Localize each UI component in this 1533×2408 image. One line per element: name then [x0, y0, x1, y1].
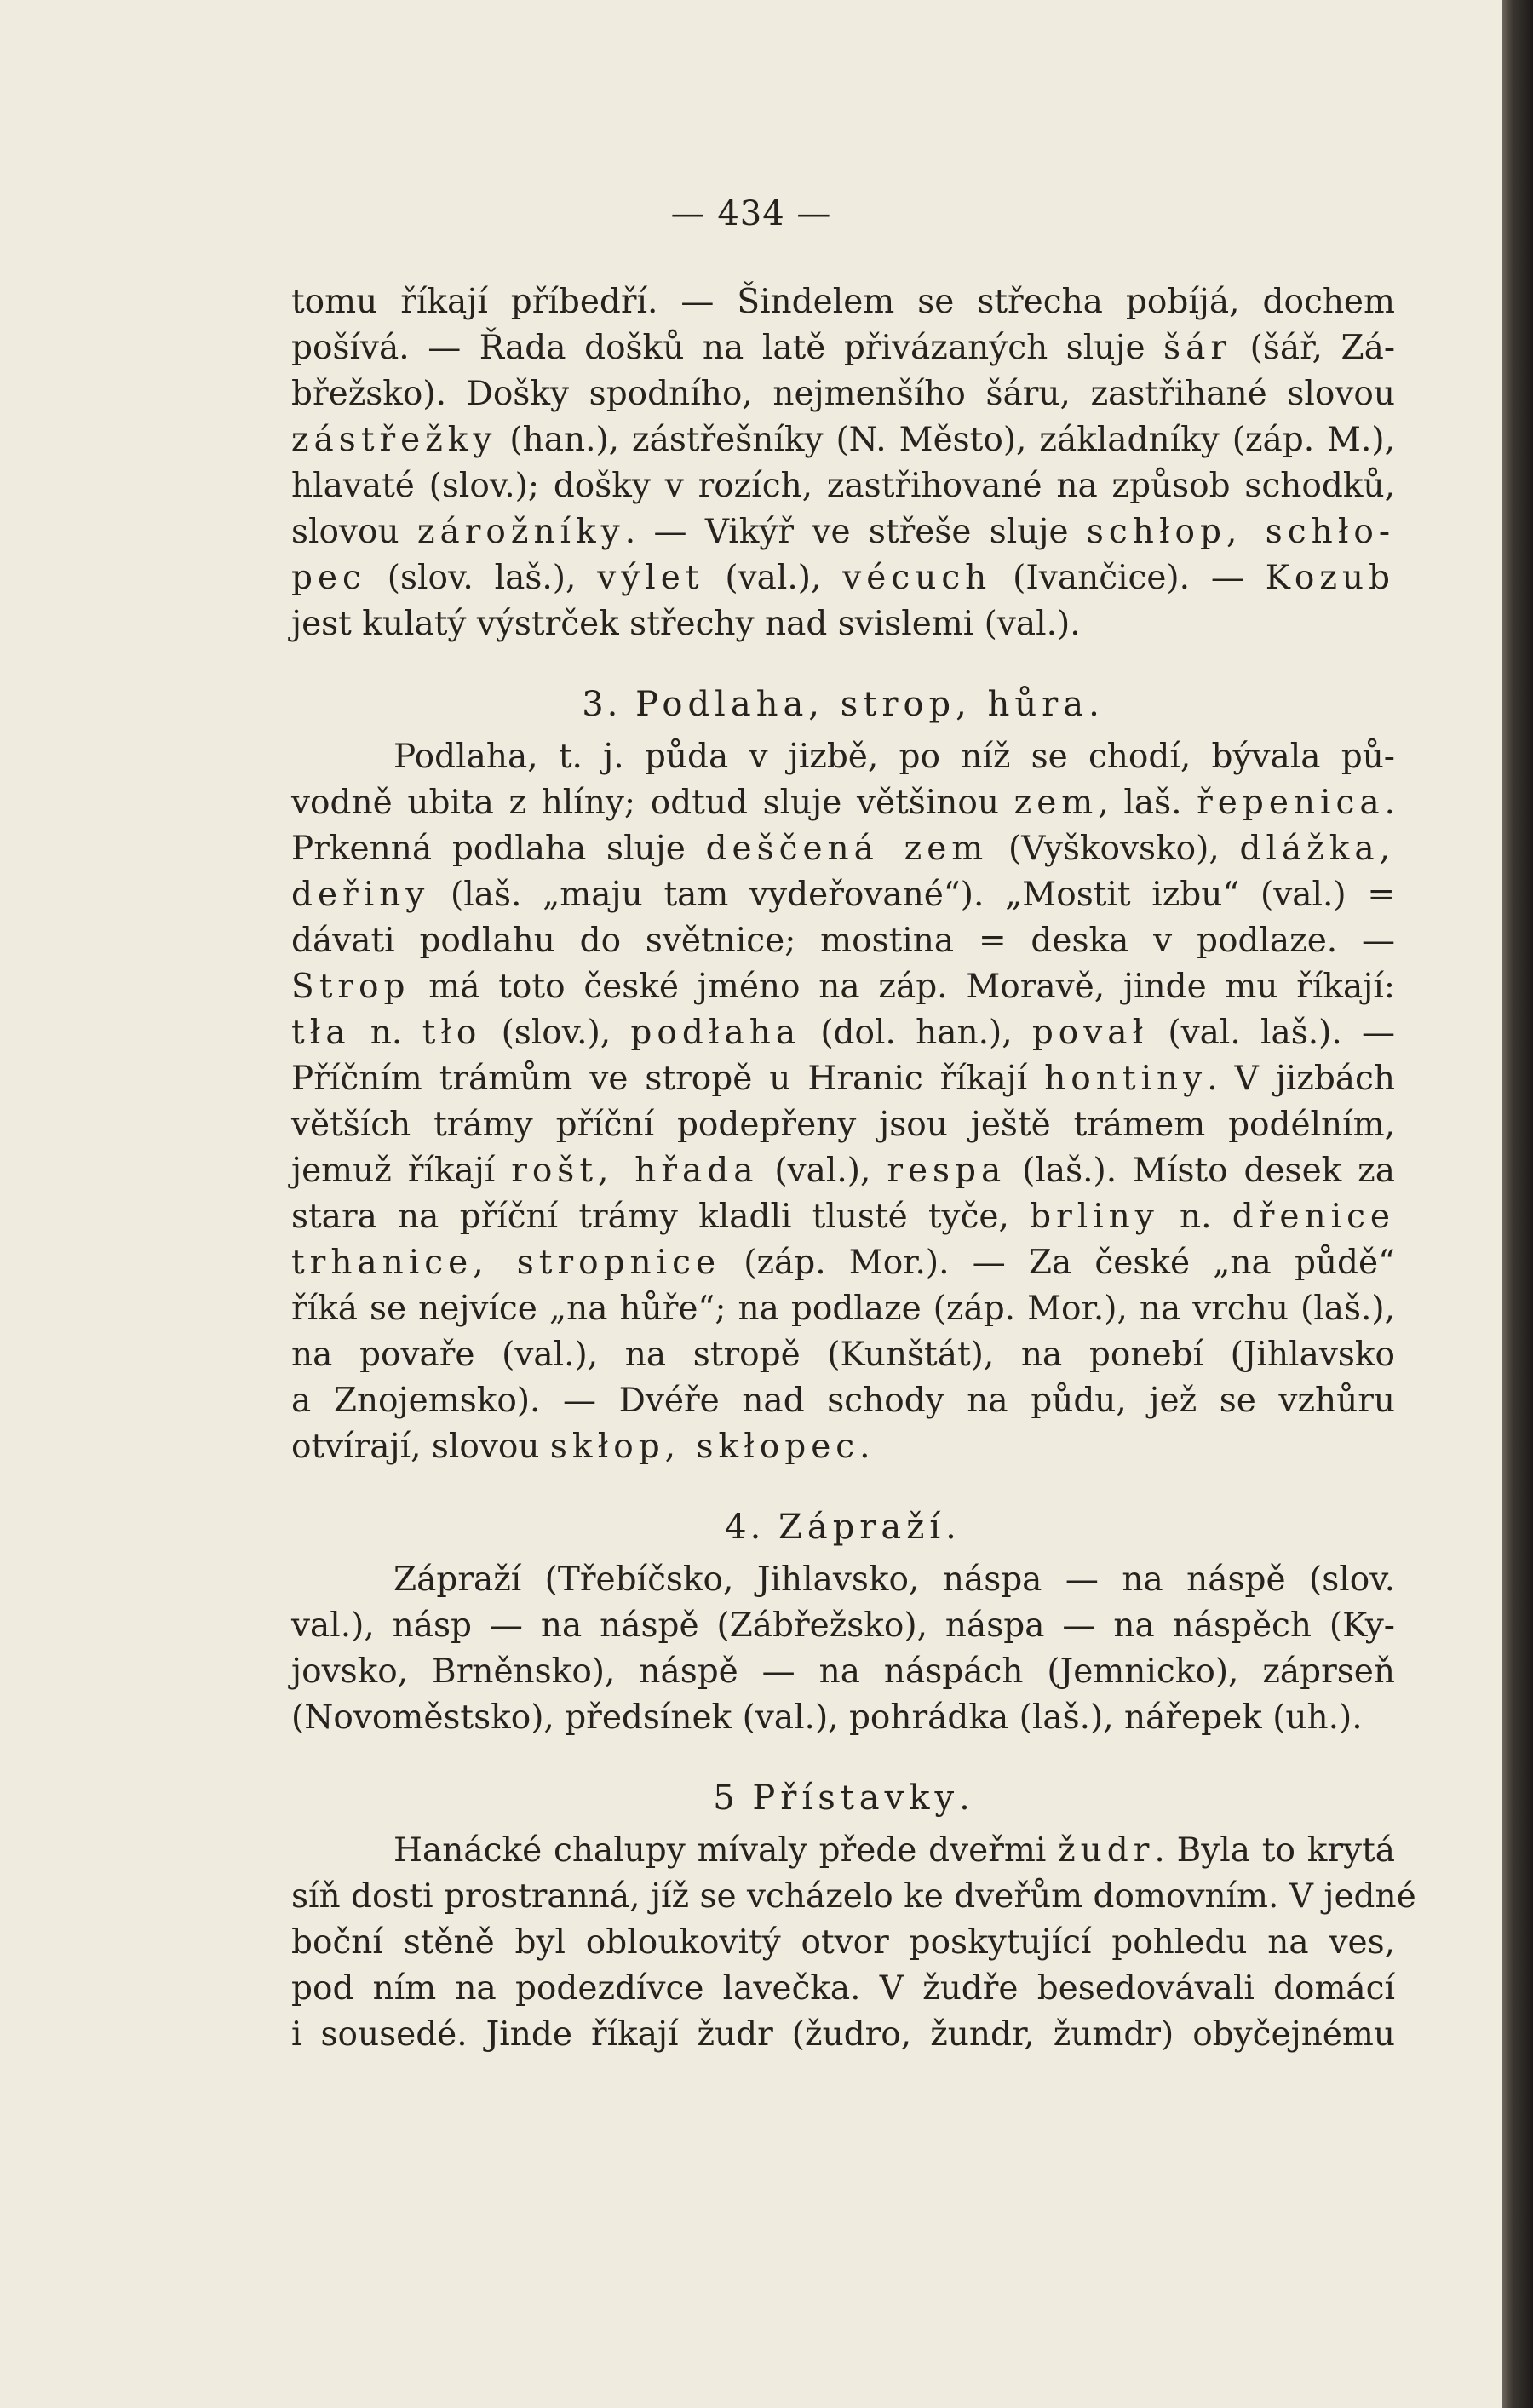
- text-run: (laš.). Místo desek za: [1006, 1152, 1395, 1190]
- text-line: [291, 1102, 1395, 1148]
- text-line: [291, 279, 1395, 325]
- spaced-term: brliny: [1030, 1198, 1159, 1236]
- text-line: [291, 325, 1395, 371]
- spaced-term: tło: [422, 1014, 482, 1052]
- text-run: (záp. Mor.). — Za české „na půdě“: [721, 1244, 1396, 1282]
- text-line: [291, 1828, 1395, 1874]
- text-run: jovsko, Brněnsko), náspě — na náspách (Jemnicko), záprseň: [291, 1652, 1395, 1691]
- paragraph: [291, 1557, 1395, 1741]
- text-run: má toto české jméno na záp. Moravě, jinde mu říkají:: [410, 968, 1395, 1006]
- text-run: i sousedé. Jinde říkají žudr (žudro, žundr, žumdr) obyčejnému: [291, 2015, 1395, 2054]
- text-run: (val. laš.). —: [1148, 1014, 1396, 1052]
- text-line: [291, 1332, 1395, 1378]
- text-run: (slov. laš.),: [365, 559, 598, 597]
- text-line: [291, 417, 1395, 463]
- text-run: pod ním na podezdívce lavečka. V žudře besedovávali domácí: [291, 1969, 1395, 2008]
- text-run: (val.),: [703, 559, 843, 597]
- text-run: (dol. han.),: [801, 1014, 1032, 1052]
- text-line: [291, 1649, 1395, 1695]
- text-run: Podlaha, t. j. půda v jizbě, po níž se chodí, bývala pů-: [393, 738, 1395, 776]
- text-run: n.: [1158, 1198, 1232, 1236]
- spaced-term: zem: [1013, 784, 1099, 822]
- text-run: Prkenná podlaha sluje: [291, 830, 706, 868]
- text-line: [291, 872, 1395, 918]
- text-run: .: [859, 1428, 870, 1466]
- spaced-term: výlet: [597, 559, 704, 597]
- spaced-term: Podlaha, strop, hůra.: [635, 685, 1105, 724]
- spaced-term: podłaha: [630, 1014, 801, 1052]
- text-run: . Byla to krytá: [1154, 1831, 1395, 1870]
- text-run: slovou: [291, 513, 417, 551]
- text-line: [291, 1920, 1395, 1966]
- section-heading: [291, 1504, 1395, 1550]
- spaced-term: trhanice, stropnice: [291, 1244, 721, 1282]
- spaced-term: dlážka,: [1239, 830, 1396, 868]
- text-run: na povaře (val.), na stropě (Kunštát), na ponebí (Jihlavsko: [291, 1336, 1395, 1374]
- spaced-term: zástřežky: [291, 421, 497, 459]
- text-run: (laš. „maju tam vydeřované“). „Mostit izbu“ (val.) =: [429, 876, 1395, 914]
- paragraph: [291, 279, 1395, 647]
- text-line: [291, 734, 1395, 780]
- text-run: n.: [350, 1014, 422, 1052]
- text-line: [291, 1056, 1395, 1102]
- page-number: — 434 —: [670, 194, 832, 233]
- text-run: hlavaté (slov.); došky v rozích, zastřihované na způsob schodků,: [291, 467, 1395, 505]
- text-run: . — Vikýř ve střeše sluje: [624, 513, 1087, 551]
- spaced-term: šár: [1163, 329, 1232, 367]
- text-run: .: [959, 1779, 973, 1818]
- spaced-term: schłop, schło-: [1086, 513, 1396, 551]
- text-run: tomu říkají příbedří. — Šindelem se střecha pobíjá, dochem: [291, 283, 1395, 321]
- text-line: [291, 1603, 1395, 1649]
- spaced-term: povał: [1031, 1014, 1149, 1052]
- text-line: [291, 555, 1395, 601]
- text-line: [291, 1010, 1395, 1056]
- text-run: jemuž říkají: [291, 1152, 512, 1190]
- text-run: 3.: [582, 685, 636, 724]
- text-line: [291, 1557, 1395, 1603]
- text-line: [291, 1966, 1395, 2012]
- spaced-term: deščená zem: [705, 830, 989, 868]
- text-run: . V jizbách: [1207, 1060, 1395, 1098]
- text-run: (šář, Zá-: [1232, 329, 1395, 367]
- heading-line: [291, 681, 1395, 727]
- spaced-term: dřenice: [1232, 1198, 1395, 1236]
- text-run: (Ivančice). —: [991, 559, 1266, 597]
- heading-line: [291, 1504, 1395, 1550]
- spaced-term: žudr: [1058, 1831, 1155, 1870]
- spaced-term: respa: [887, 1152, 1007, 1190]
- text-line: [291, 1378, 1395, 1424]
- book-spine-shadow: [1502, 0, 1533, 2408]
- text-run: říká se nejvíce „na hůře“; na podlaze (záp. Mor.), na vrchu (laš.),: [291, 1290, 1395, 1328]
- section-heading: [291, 681, 1395, 727]
- text-run: stara na příční trámy kladli tlusté tyče,: [291, 1198, 1031, 1236]
- spaced-term: řepenica: [1197, 784, 1385, 822]
- text-line: [291, 1194, 1395, 1240]
- spaced-term: tła: [291, 1014, 351, 1052]
- text-run: (slov.),: [481, 1014, 631, 1052]
- text-run: (Vyškovsko),: [988, 830, 1240, 868]
- page-text: [291, 279, 1416, 2058]
- text-run: Hanácké chalupy mívaly přede dveřmi: [393, 1831, 1059, 1870]
- section-heading: [291, 1775, 1395, 1821]
- text-line: [291, 1148, 1395, 1194]
- text-run: a Znojemsko). — Dvéře nad schody na půdu, jež se vzhůru: [291, 1382, 1395, 1420]
- text-run: břežsko). Došky spodního, nejmenšího šáru, zastřihané slovou: [291, 375, 1395, 413]
- text-run: , laš.: [1098, 784, 1197, 822]
- text-run: jest kulatý výstrček střechy nad svislemi (val.).: [291, 605, 1081, 643]
- spaced-term: rošt, hřada: [511, 1152, 759, 1190]
- text-run: .: [1384, 784, 1395, 822]
- spaced-term: Zápraží.: [778, 1508, 962, 1547]
- text-line: [291, 1286, 1395, 1332]
- spaced-term: deřiny: [291, 876, 430, 914]
- text-line: [291, 1240, 1395, 1286]
- text-run: (val.),: [758, 1152, 887, 1190]
- spaced-term: vécuch: [842, 559, 992, 597]
- text-run: boční stěně byl obloukovitý otvor poskytující pohledu na ves,: [291, 1923, 1395, 1962]
- text-run: dávati podlahu do světnice; mostina = deska v podlaze. —: [291, 922, 1395, 960]
- text-run: Zápraží (Třebíčsko, Jihlavsko, náspa — na náspě (slov.: [393, 1560, 1395, 1599]
- spaced-term: Přístavky: [752, 1779, 960, 1818]
- text-line: [291, 780, 1395, 826]
- text-line: [291, 463, 1395, 509]
- spaced-term: Kozub: [1265, 559, 1395, 597]
- text-line: [291, 2012, 1395, 2058]
- text-run: (Novoměstsko), předsínek (val.), pohrádka (laš.), nářepek (uh.).: [291, 1698, 1363, 1737]
- text-line: [291, 1874, 1416, 1920]
- text-run: větších trámy příční podepřeny jsou ještě trámem podélním,: [291, 1106, 1395, 1144]
- text-line: [291, 1424, 1395, 1470]
- paragraph: [291, 1828, 1416, 2058]
- text-run: pošívá. — Řada došků na latě přivázaných sluje: [291, 329, 1164, 367]
- text-line: [291, 918, 1395, 964]
- paragraph: [291, 734, 1395, 1470]
- text-run: vodně ubita z hlíny; odtud sluje většinou: [291, 784, 1014, 822]
- text-line: [291, 964, 1395, 1010]
- text-run: otvírají, slovou: [291, 1428, 550, 1466]
- spaced-term: skłop, skłopec: [549, 1428, 860, 1466]
- text-run: Příčním trámům ve stropě u Hranic říkají: [291, 1060, 1045, 1098]
- text-run: 5: [713, 1779, 753, 1818]
- text-run: val.), násp — na náspě (Zábřežsko), náspa — na náspěch (Ky-: [291, 1606, 1395, 1645]
- text-line: [291, 601, 1395, 647]
- spaced-term: Strop: [291, 968, 411, 1006]
- heading-line: [291, 1775, 1395, 1821]
- text-line: [291, 371, 1395, 417]
- spaced-term: zárožníky: [416, 513, 625, 551]
- text-run: (han.), zástřešníky (N. Město), základníky (záp. M.),: [497, 421, 1395, 459]
- text-line: [291, 1695, 1395, 1741]
- text-run: síň dosti prostranná, jíž se vcházelo ke dveřům domovním. V jedné: [291, 1877, 1416, 1916]
- spaced-term: pec: [291, 559, 366, 597]
- text-line: [291, 826, 1395, 872]
- text-line: [291, 509, 1395, 555]
- spaced-term: hontiny: [1044, 1060, 1208, 1098]
- text-run: 4.: [725, 1508, 779, 1547]
